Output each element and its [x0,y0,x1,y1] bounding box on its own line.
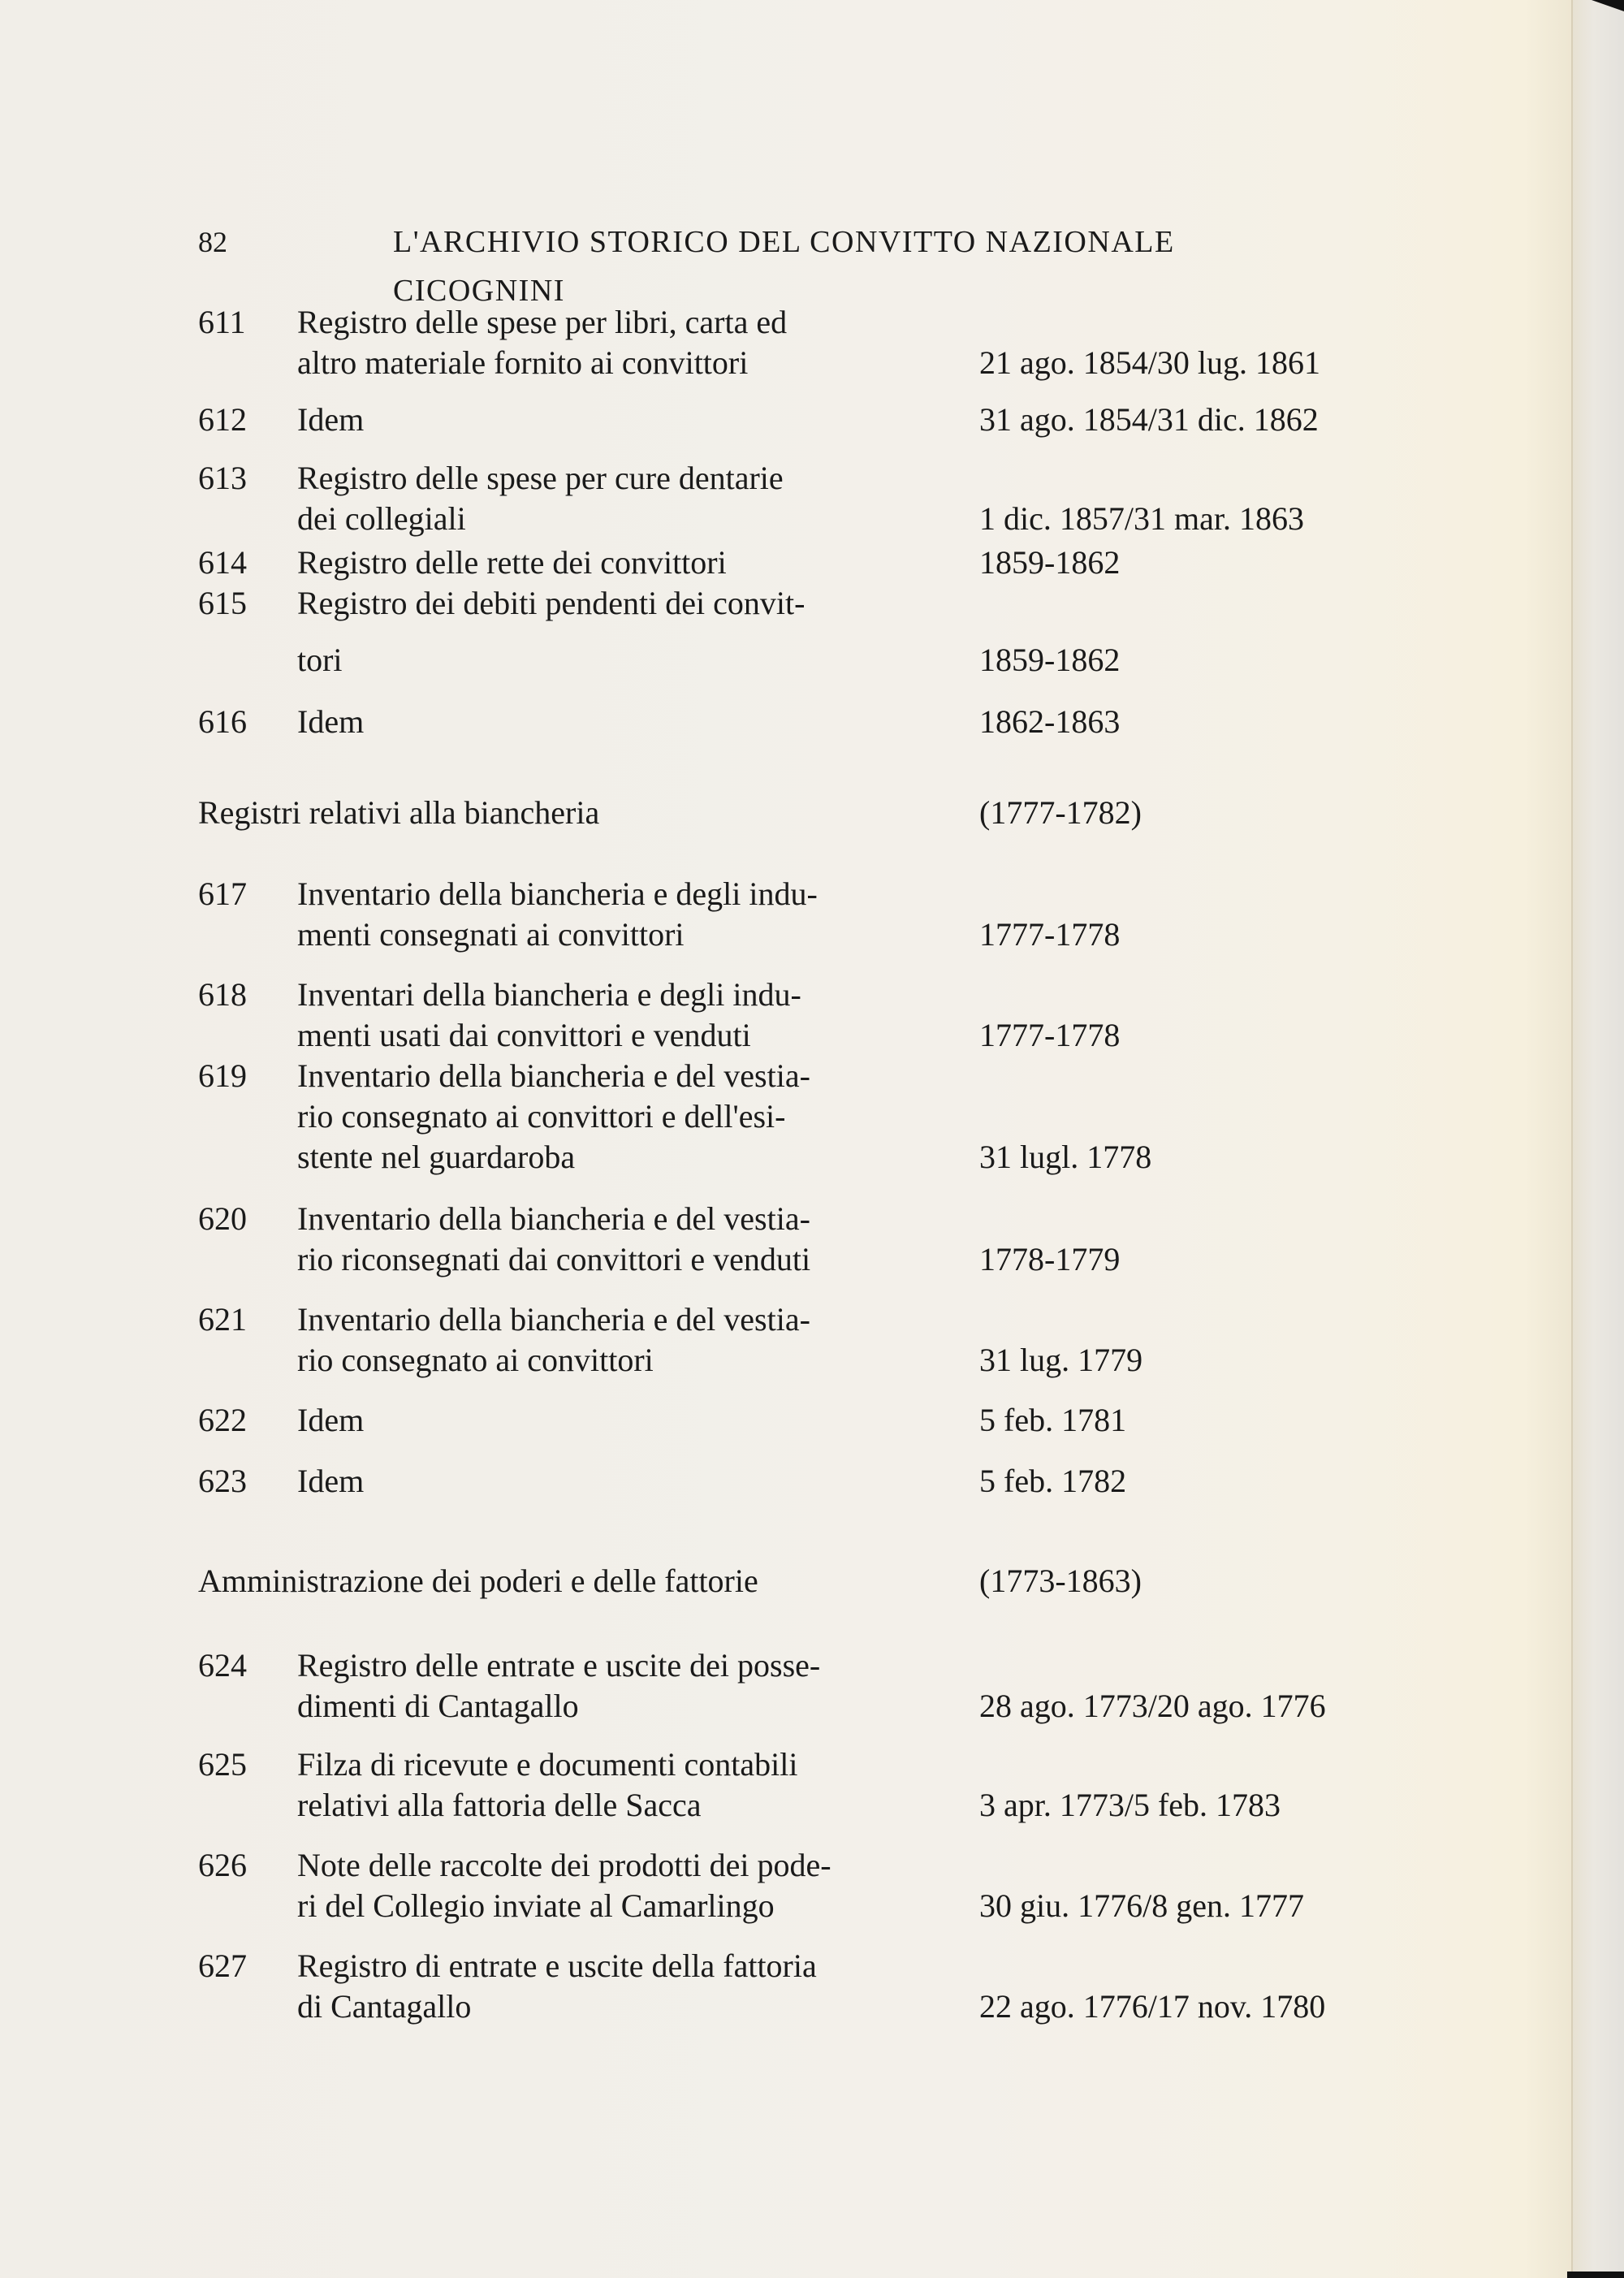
entry-614 [198,542,1432,583]
entry-description: Note delle raccolte dei prodotti dei pode- ri del Collegio inviate al Camarlingo [297,1847,831,1924]
entry-date: 3 apr. 1773/5 feb. 1783 [979,1787,1281,1823]
entry-description: Inventari della biancheria e degli indu- menti usati dai convittori e venduti [297,976,801,1053]
entry-date: 1 dic. 1857/31 mar. 1863 [979,500,1304,537]
running-title: L'ARCHIVIO STORICO DEL CONVITTO NAZIONALE CICOGNINI [393,225,1175,308]
book-cover-edge [1567,2272,1624,2278]
entry-621 [198,1299,1432,1381]
entry-612 [198,400,1432,440]
entry-description: Inventario della biancheria e del vestia- rio consegnato ai convittori e dell'esi- stente nel guardaroba [297,1057,810,1175]
entry-number: 611 [198,304,246,340]
entry-627 [198,1946,1432,2027]
page-number: 82 [198,226,227,258]
entry-description: Idem [297,401,365,438]
section-title: Amministrazione dei poderi e delle fattorie [198,1563,758,1599]
entry-date: 1859-1862 [979,544,1121,581]
entry-number: 618 [198,976,247,1013]
entry-625 [198,1744,1432,1826]
entry-number: 612 [198,401,247,438]
section-heading-poderi [198,1561,1432,1602]
entry-description: Filza di ricevute e documenti contabili relativi alla fattoria delle Sacca [297,1746,798,1823]
section-title: Registri relativi alla biancheria [198,794,600,831]
entry-date: 31 lugl. 1778 [979,1139,1152,1175]
entry-date: 5 feb. 1781 [979,1402,1127,1438]
entry-626 [198,1845,1432,1926]
section-heading-biancheria [198,793,1432,833]
entry-622 [198,1400,1432,1441]
entry-date: 5 feb. 1782 [979,1463,1127,1499]
entry-number: 627 [198,1947,247,1984]
entry-number: 613 [198,460,247,496]
entry-date: 28 ago. 1773/20 ago. 1776 [979,1688,1326,1724]
entry-date: 31 lug. 1779 [979,1342,1143,1378]
entry-number: 617 [198,875,247,912]
entry-description: Inventario della biancheria e degli indu- menti consegnati ai convittori [297,875,818,953]
entry-description: Registro delle spese per libri, carta ed altro materiale fornito ai convittori [297,304,788,381]
entry-number: 624 [198,1647,247,1684]
entry-description: Registro di entrate e uscite della fattoria di Cantagallo [297,1947,817,2025]
entry-611 [198,302,1432,383]
archive-inventory [198,302,1432,2027]
entry-number: 621 [198,1301,247,1338]
entry-description: Idem [297,703,365,740]
entry-description: Registro delle spese per cure dentarie dei collegiali [297,460,784,537]
entry-date: 1777-1778 [979,916,1121,953]
entry-description: Idem [297,1463,365,1499]
entry-date: 1778-1779 [979,1241,1121,1277]
entry-617 [198,874,1432,955]
entry-623 [198,1461,1432,1502]
entry-date: 31 ago. 1854/31 dic. 1862 [979,401,1319,438]
entry-date: 1862-1863 [979,703,1121,740]
entry-number: 614 [198,544,247,581]
entry-number: 615 [198,585,247,621]
entry-date: 1777-1778 [979,1017,1121,1053]
entry-description: Registro delle entrate e uscite dei posse- dimenti di Cantagallo [297,1647,821,1724]
entry-615 [198,583,1432,681]
entry-number: 620 [198,1200,247,1237]
entry-624 [198,1645,1432,1727]
book-cover-corner [1592,0,1624,11]
entry-number: 619 [198,1057,247,1094]
entry-616 [198,702,1432,742]
entry-date: 22 ago. 1776/17 nov. 1780 [979,1988,1326,2025]
entry-date: 1859-1862 [979,642,1121,678]
entry-description: Inventario della biancheria e del vestia- rio riconsegnati dai convittori e venduti [297,1200,811,1277]
entry-date: 30 giu. 1776/8 gen. 1777 [979,1887,1304,1924]
section-date-range: (1777-1782) [979,794,1142,831]
section-date-range: (1773-1863) [979,1563,1142,1599]
entry-description: Registro delle rette dei convittori [297,544,727,581]
entry-description: Registro dei debiti pendenti dei convit- tori [297,585,806,678]
entry-description: Idem [297,1402,365,1438]
entry-620 [198,1199,1432,1280]
entry-619 [198,1056,1432,1178]
entry-number: 623 [198,1463,247,1499]
entry-618 [198,975,1432,1056]
adjacent-page-edge [1571,0,1624,2278]
entry-number: 625 [198,1746,247,1783]
entry-number: 626 [198,1847,247,1883]
entry-number: 616 [198,703,247,740]
entry-613 [198,458,1432,539]
entry-number: 622 [198,1402,247,1438]
entry-description: Inventario della biancheria e del vestia- rio consegnato ai convittori [297,1301,810,1378]
entry-date: 21 ago. 1854/30 lug. 1861 [979,344,1320,381]
